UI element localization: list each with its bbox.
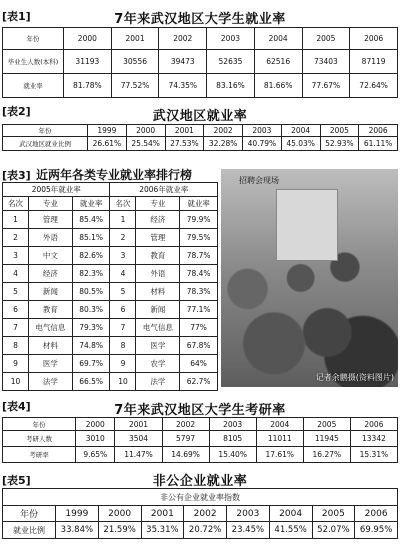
table3-cell: 6: [3, 301, 29, 319]
table1-row-name: 毕业生人数(本科): [3, 50, 64, 74]
table4: [2, 417, 398, 463]
table5-cell: 20.72%: [184, 522, 227, 539]
table3-cell: 85.4%: [72, 211, 110, 229]
table5-cell: 69.95%: [355, 522, 398, 539]
table-row: [3, 211, 218, 229]
table5-cell: 21.59%: [98, 522, 141, 539]
table2-row-name: 武汉地区就业比例: [3, 137, 88, 151]
table3-cell: 9: [110, 355, 136, 373]
table3-cell: 78.4%: [180, 265, 218, 283]
table4-year: 2004: [256, 418, 303, 431]
table5-year: 1999: [56, 506, 99, 522]
table3-cell: 62.7%: [180, 373, 218, 391]
table3-cell: 新闻: [136, 301, 180, 319]
table3-cell: 经济: [29, 265, 73, 283]
table4-year: 2002: [162, 418, 209, 431]
table4-year: 2000: [76, 418, 115, 431]
table4-cell: 13342: [350, 431, 397, 447]
table3-cell: 64%: [180, 355, 218, 373]
table1-year: 2001: [111, 28, 159, 50]
table4-row-name: 考研人数: [3, 431, 76, 447]
table4-cell: 11945: [303, 431, 350, 447]
table3-col-header: 就业率: [72, 197, 110, 211]
table3-cell: 管理: [29, 211, 73, 229]
table5-year: 2005: [312, 506, 355, 522]
table3-cell: 电气信息: [136, 319, 180, 337]
table4-cell: 3504: [115, 431, 162, 447]
table3-cell: 80.5%: [72, 283, 110, 301]
table3-cell: 79.3%: [72, 319, 110, 337]
table1-year: 2004: [254, 28, 302, 50]
table4-cell: 11011: [256, 431, 303, 447]
table2: [2, 124, 398, 151]
table5: [2, 488, 398, 539]
table3-cell: 教育: [136, 247, 180, 265]
table5-cell: 52.07%: [312, 522, 355, 539]
table5-year: 2003: [227, 506, 270, 522]
table3-title: 近两年各类专业就业率排行榜: [36, 168, 193, 182]
table-row: [3, 247, 218, 265]
table3-cell: 医学: [136, 337, 180, 355]
table3-cell: 74.8%: [72, 337, 110, 355]
table3-cell: 7: [3, 319, 29, 337]
table-row: [3, 337, 218, 355]
table2-cell: 26.61%: [88, 137, 127, 151]
photo-label: 招聘会现场: [239, 176, 279, 185]
table-row: [3, 265, 218, 283]
table3-label: [表3]: [2, 169, 31, 182]
table2-year: 2000: [126, 125, 165, 137]
table5-year: 2000: [98, 506, 141, 522]
table3-cell: 管理: [136, 229, 180, 247]
table2-cell: 61.11%: [359, 137, 398, 151]
table1-section: [0, 0, 400, 100]
table3-col-header: 专业: [29, 197, 73, 211]
table3-cell: 82.6%: [72, 247, 110, 265]
table4-row-name: 考研率: [3, 447, 76, 463]
table4-year: 2006: [350, 418, 397, 431]
table-row: [3, 373, 218, 391]
table3-cell: 10: [110, 373, 136, 391]
table5-section: [0, 466, 400, 556]
table1-cell: 77.52%: [111, 74, 159, 98]
table1-cell: 31193: [64, 50, 112, 74]
table1-cell: 77.67%: [302, 74, 350, 98]
table3-cell: 教育: [29, 301, 73, 319]
table5-title: 非公企业就业率: [152, 474, 248, 489]
table3-cell: 9: [3, 355, 29, 373]
table4-cell: 17.61%: [256, 447, 303, 463]
table3-cell: 79.5%: [180, 229, 218, 247]
table5-header-year: 年份: [3, 506, 56, 522]
table1-cell: 72.64%: [350, 74, 398, 98]
table3-cell: 1: [3, 211, 29, 229]
table-row: [3, 229, 218, 247]
table3-cell: 2: [110, 229, 136, 247]
table3-cell: 7: [110, 319, 136, 337]
table3-cell: 78.7%: [180, 247, 218, 265]
table3-cell: 外语: [136, 265, 180, 283]
table1-title: 7年来武汉地区大学生就业率: [114, 12, 286, 27]
table4-section: [0, 393, 400, 465]
table3-cell: 66.5%: [72, 373, 110, 391]
table3-cell: 79.9%: [180, 211, 218, 229]
table3-cell: 77.1%: [180, 301, 218, 319]
table3-cell: 77%: [180, 319, 218, 337]
table5-subtitle: 非公有企业就业率指数: [3, 489, 398, 506]
table4-year: 2003: [209, 418, 256, 431]
table2-year: 2006: [359, 125, 398, 137]
table1-header-year: 年份: [3, 28, 64, 50]
table-row: [3, 355, 218, 373]
table5-row-name: 就业比例: [3, 522, 56, 539]
table5-cell: 41.55%: [269, 522, 312, 539]
table3-cell: 农学: [136, 355, 180, 373]
table3-cell: 5: [3, 283, 29, 301]
table3-cell: 78.3%: [180, 283, 218, 301]
table2-year: 2005: [320, 125, 359, 137]
table3-cell: 材料: [136, 283, 180, 301]
table1-cell: 62516: [254, 50, 302, 74]
table4-cell: 9.65%: [76, 447, 115, 463]
table1-year: 2003: [207, 28, 255, 50]
table3-cell: 8: [110, 337, 136, 355]
table4-cell: 3010: [76, 431, 115, 447]
table3-cell: 新闻: [29, 283, 73, 301]
table1-cell: 30556: [111, 50, 159, 74]
table4-year: 2001: [115, 418, 162, 431]
table3-col-header: 就业率: [180, 197, 218, 211]
table2-header-year: 年份: [3, 125, 88, 137]
table3-cell: 10: [3, 373, 29, 391]
table1-cell: 81.66%: [254, 74, 302, 98]
table2-cell: 45.03%: [281, 137, 320, 151]
table5-year: 2004: [269, 506, 312, 522]
table1-cell: 74.35%: [159, 74, 207, 98]
table4-title: 7年来武汉地区大学生考研率: [114, 403, 286, 418]
table-row: [3, 319, 218, 337]
table2-year: 2002: [204, 125, 243, 137]
table1-label: [表1]: [2, 10, 31, 23]
table3-cell: 82.3%: [72, 265, 110, 283]
table2-title: 武汉地区就业率: [152, 109, 248, 124]
table1-year: 2002: [159, 28, 207, 50]
table4-cell: 5797: [162, 431, 209, 447]
table3-cell: 医学: [29, 355, 73, 373]
table5-label: [表5]: [2, 474, 31, 487]
table3-cell: 67.8%: [180, 337, 218, 355]
table1-year: 2006: [350, 28, 398, 50]
table1-cell: 81.78%: [64, 74, 112, 98]
table3-col-header: 名次: [3, 197, 29, 211]
table3-cell: 4: [3, 265, 29, 283]
table3-cell: 1: [110, 211, 136, 229]
table4-cell: 8105: [209, 431, 256, 447]
table4-cell: 16.27%: [303, 447, 350, 463]
table5-year: 2006: [355, 506, 398, 522]
table5-cell: 33.84%: [56, 522, 99, 539]
table3-col-header: 专业: [136, 197, 180, 211]
table4-cell: 15.40%: [209, 447, 256, 463]
table2-year: 2001: [165, 125, 204, 137]
table-row: [3, 301, 218, 319]
table3-cell: 2: [3, 229, 29, 247]
table1-year: 2000: [64, 28, 112, 50]
table1-cell: 73403: [302, 50, 350, 74]
table3-cell: 电气信息: [29, 319, 73, 337]
table4-label: [表4]: [2, 400, 31, 413]
table4-cell: 15.31%: [350, 447, 397, 463]
table-row: [3, 283, 218, 301]
table1-year: 2005: [302, 28, 350, 50]
notice-board: [276, 189, 338, 261]
table2-cell: 27.53%: [165, 137, 204, 151]
table3-cell: 85.1%: [72, 229, 110, 247]
table2-year: 1999: [88, 125, 127, 137]
table2-label: [表2]: [2, 105, 31, 118]
table1-cell: 52635: [207, 50, 255, 74]
table3-group-2006: 2006年就业率: [110, 183, 218, 197]
table1-cell: 83.16%: [207, 74, 255, 98]
table5-cell: 35.31%: [141, 522, 184, 539]
job-fair-photo: [221, 169, 398, 387]
table3-cell: 法学: [29, 373, 73, 391]
table1: [2, 27, 398, 98]
table3-cell: 4: [110, 265, 136, 283]
table5-year: 2002: [184, 506, 227, 522]
table3: [2, 182, 218, 391]
photo-caption: 记者余鹏摄(资料图片): [315, 373, 394, 382]
table3-cell: 经济: [136, 211, 180, 229]
table2-year: 2003: [243, 125, 282, 137]
table3-cell: 外语: [29, 229, 73, 247]
table4-year: 2005: [303, 418, 350, 431]
table3-cell: 69.7%: [72, 355, 110, 373]
table4-header-year: 年份: [3, 418, 76, 431]
table3-cell: 材料: [29, 337, 73, 355]
table2-year: 2004: [281, 125, 320, 137]
table3-cell: 3: [3, 247, 29, 265]
table2-cell: 40.79%: [243, 137, 282, 151]
table4-cell: 14.69%: [162, 447, 209, 463]
table3-cell: 3: [110, 247, 136, 265]
table3-cell: 中文: [29, 247, 73, 265]
table1-cell: 39473: [159, 50, 207, 74]
table2-cell: 52.93%: [320, 137, 359, 151]
table3-cell: 8: [3, 337, 29, 355]
table3-group-2005: 2005年就业率: [3, 183, 110, 197]
table5-cell: 23.45%: [227, 522, 270, 539]
table3-cell: 6: [110, 301, 136, 319]
table3-cell: 80.3%: [72, 301, 110, 319]
table3-col-header: 名次: [110, 197, 136, 211]
table2-section: [0, 100, 400, 155]
table1-cell: 87119: [350, 50, 398, 74]
table2-cell: 25.54%: [126, 137, 165, 151]
table5-year: 2001: [141, 506, 184, 522]
table2-cell: 32.28%: [204, 137, 243, 151]
table3-cell: 法学: [136, 373, 180, 391]
table4-cell: 11.47%: [115, 447, 162, 463]
table1-row-name: 就业率: [3, 74, 64, 98]
table3-cell: 5: [110, 283, 136, 301]
